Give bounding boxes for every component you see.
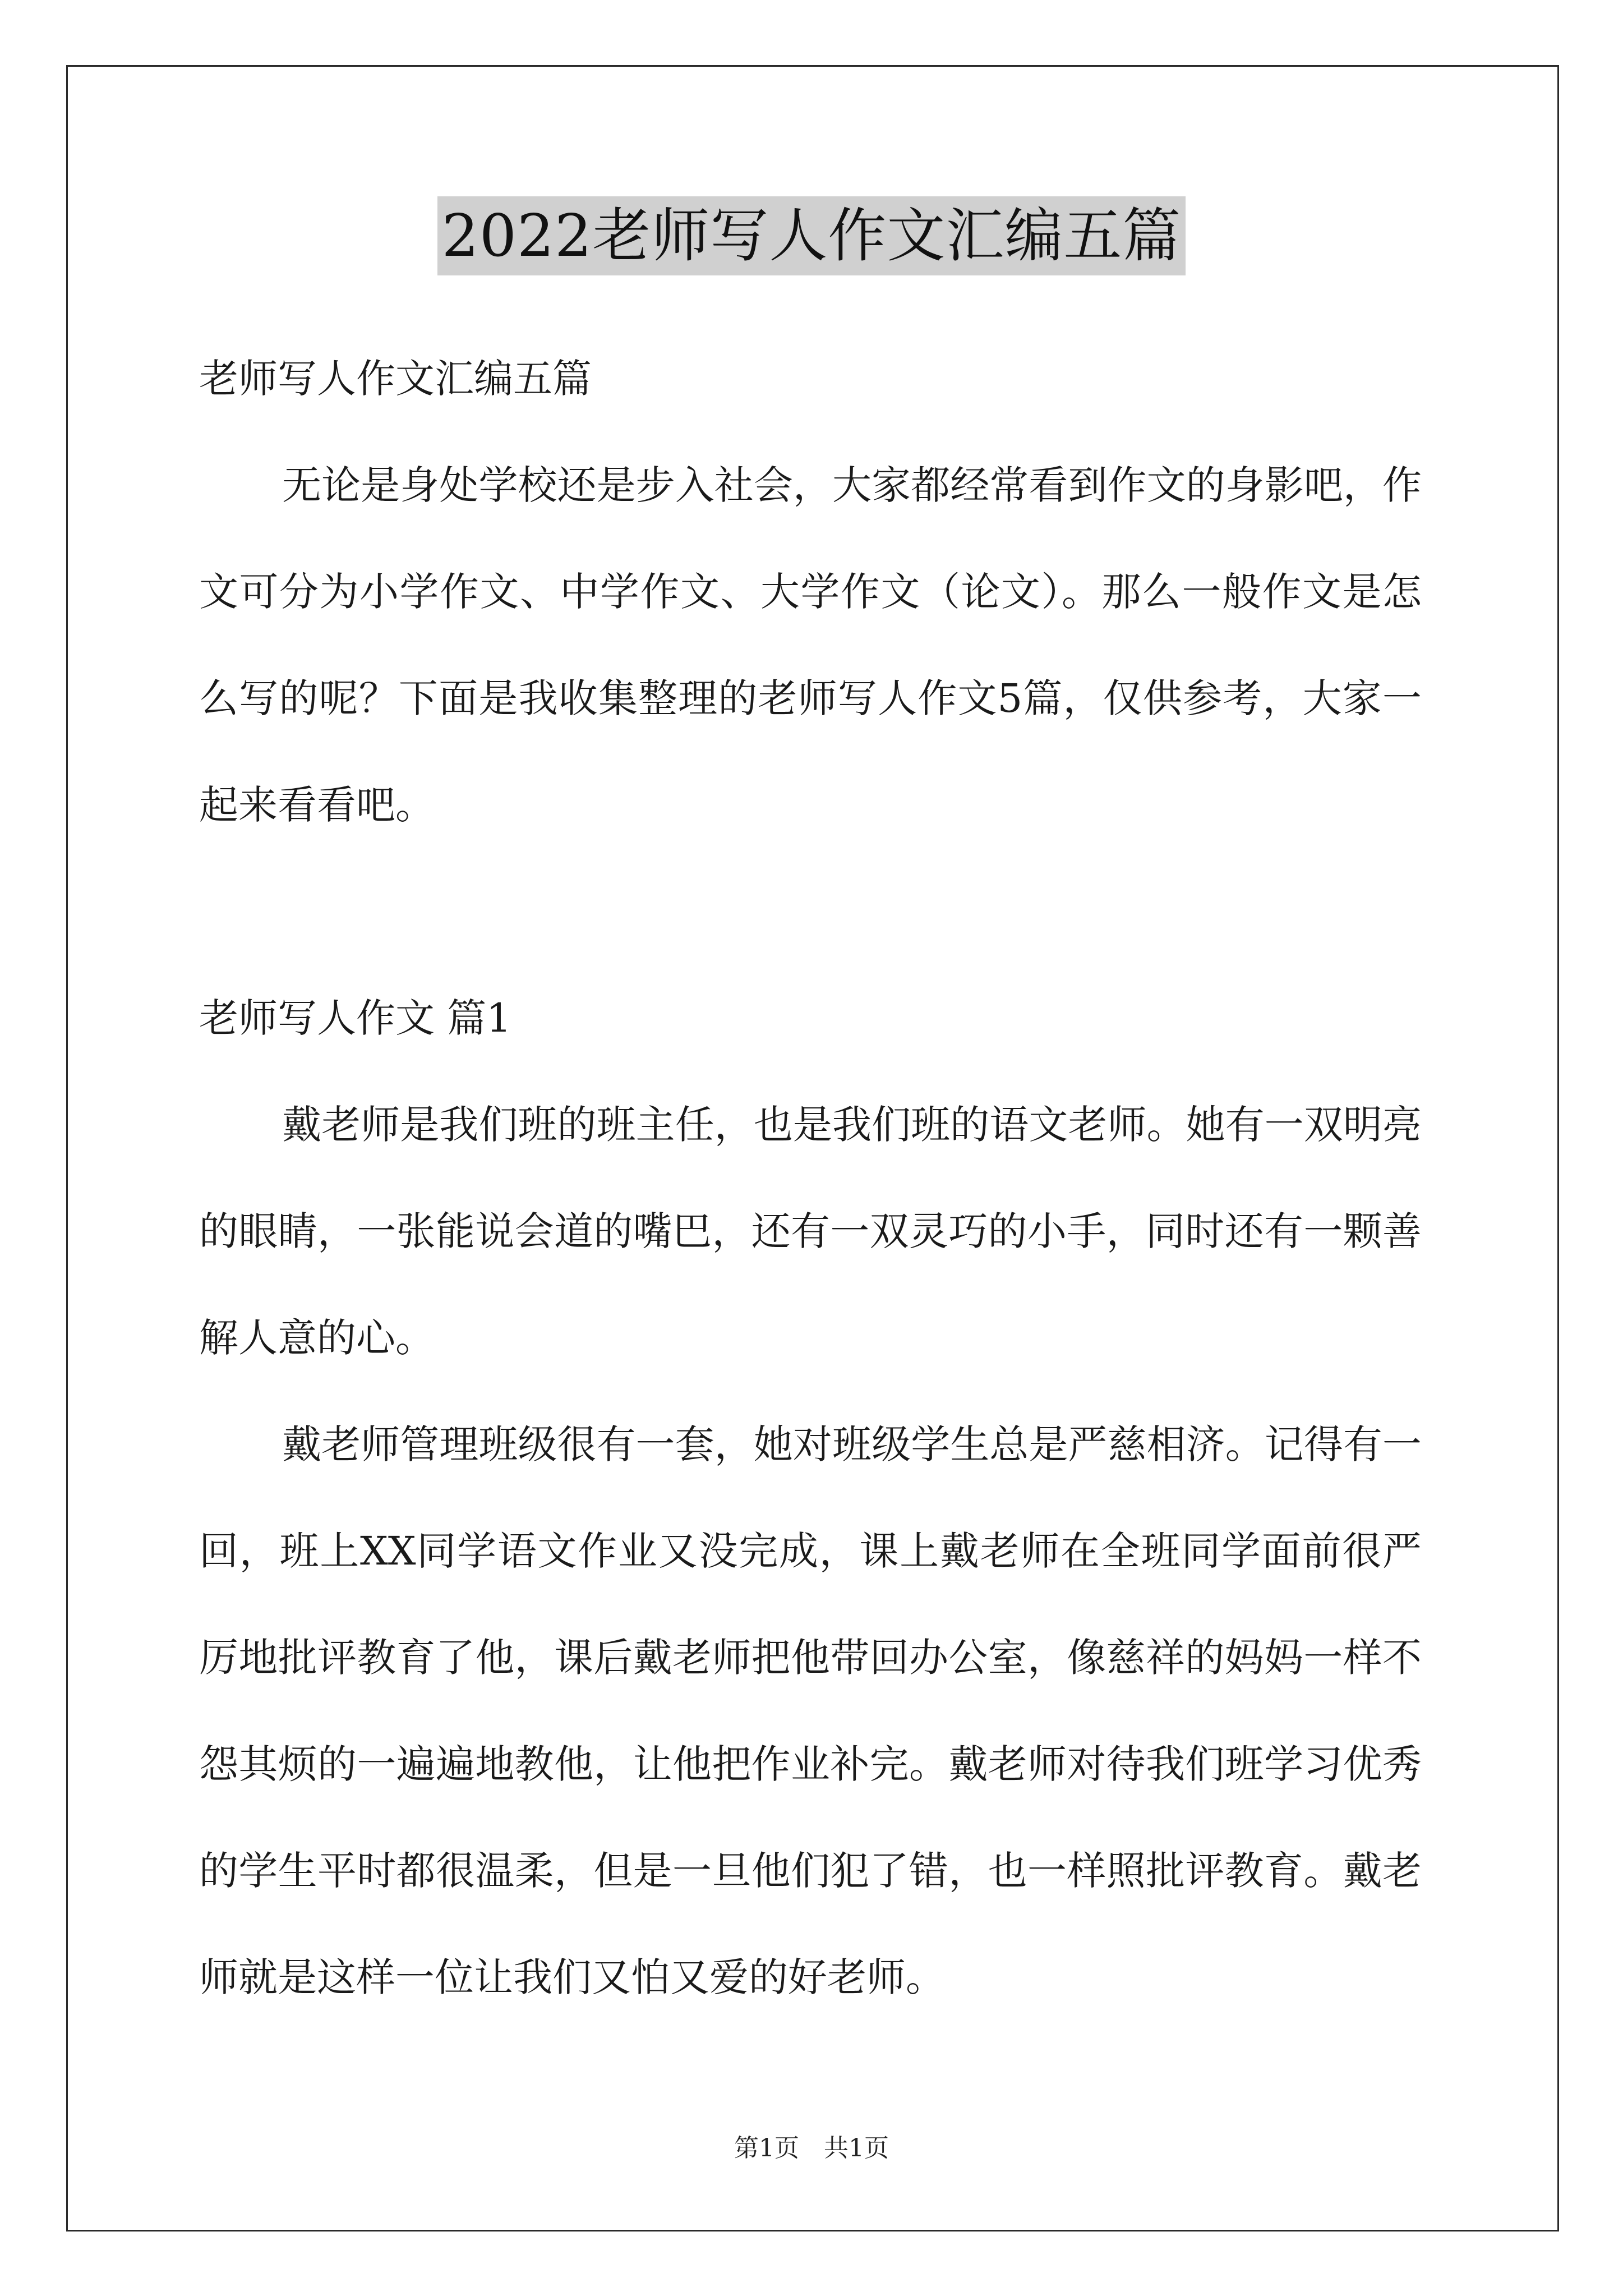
document-subtitle: 老师写人作文汇编五篇 [199, 356, 592, 402]
title-container [0, 196, 1623, 275]
body-paragraph: 戴老师是我们班的班主任，也是我们班的语文老师。她有一双明亮的眼睛，一张能说会道的嘴巴，还有一双灵巧的小手，同时还有一颗善解人意的心。 [199, 1102, 1422, 1361]
document-body [199, 325, 1422, 2031]
body-paragraph: 戴老师管理班级很有一套，她对班级学生总是严慈相济。记得有一回，班上XX同学语文作业又没完成，课上戴老师在全班同学面前很严厉地批评教育了他，课后戴老师把他带回办公室，像慈祥的妈妈一样不怨其烦的一遍遍地教他，让他把作业补完。戴老师对待我们班学习优秀的学生平时都很温柔，但是一旦他们犯了错，也一样照批评教育。戴老师就是这样一位让我们又怕又爱的好老师。 [199, 1421, 1422, 2000]
intro-paragraph: 无论是身处学校还是步入社会，大家都经常看到作文的身影吧，作文可分为小学作文、中学作文、大学作文（论文）。那么一般作文是怎么写的呢？下面是我收集整理的老师写人作文5篇，仅供参考，大家一起来看看吧。 [199, 462, 1422, 828]
section-heading: 老师写人作文 篇1 [199, 995, 511, 1041]
document-title: 2022老师写人作文汇编五篇 [437, 196, 1186, 275]
page-footer: 第1页 共1页 [734, 2134, 889, 2162]
section-spacer [199, 858, 1422, 965]
